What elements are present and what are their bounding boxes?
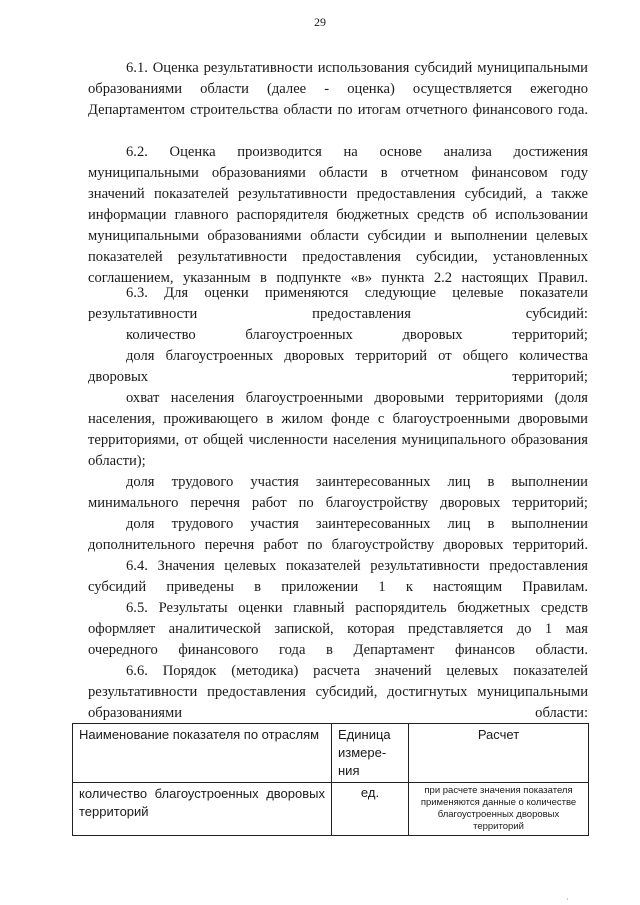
paragraph-6-6: 6.6. Порядок (методика) расчета значений целевых показателей результативности предоставления субсидий, достигнутых муниципальными образованиями области:: [88, 663, 588, 721]
row-unit: ед.: [332, 783, 409, 836]
paragraph-6-3: 6.3. Для оценки применяются следующие целевые показатели результативности предоставления субсидий:: [88, 285, 588, 322]
margin-mark: ·: [566, 895, 569, 904]
page-number: 29: [314, 15, 326, 29]
paragraph-6-5: 6.5. Результаты оценки главный распорядитель бюджетных средств оформляет аналитической запиской, которая представляется до 1 мая очередного финансового года в Департамент финансов области.: [88, 600, 588, 658]
table-row: [73, 783, 589, 836]
table-header-row: [73, 724, 589, 783]
paragraph-6-4: 6.4. Значения целевых показателей результативности предоставления субсидий приведены в приложении 1 к настоящим Правилам.: [88, 558, 588, 595]
row-calculation: при расчете значения показателя применяются данные о количестве благоустроенных дворовых территорий: [409, 783, 589, 836]
paragraph-6-1: 6.1. Оценка результативности использования субсидий муниципальными образованиями области (далее - оценка) осуществляется ежегодно Департаментом строительства области по итогам отчетного финансового года.: [88, 60, 588, 118]
header-indicator-name: Наименование показателя по отраслям: [73, 724, 332, 783]
header-unit: Единица измере-ния: [332, 724, 409, 783]
indicator-item-5: доля трудового участия заинтересованных лиц в выполнении дополнительного перечня работ по благоустройству дворовых территорий.: [88, 516, 588, 553]
paragraph-6-2: 6.2. Оценка производится на основе анализа достижения муниципальными образованиями области в отчетном финансовом году значений показателей результативности предоставления субсидий, а также информации главного распорядителя бюджетных средств об использовании муниципальными образованиями области субсидии и выполнении целевых показателей результативности предоставления субсидии, установленных соглашением, указанным в подпункте «в» пункта 2.2 настоящих Правил.: [88, 144, 588, 286]
row-indicator-name: количество благоустроенных дворовых территорий: [73, 783, 332, 836]
header-calculation: Расчет: [409, 724, 589, 783]
indicator-item-3: охват населения благоустроенными дворовыми территориями (доля населения, проживающего в жилом фонде с благоустроенными дворовыми территориями, от общей численности населения муниципального образования области);: [88, 390, 588, 469]
indicator-item-2: доля благоустроенных дворовых территорий от общего количества дворовых территорий;: [88, 348, 588, 385]
indicator-item-4: доля трудового участия заинтересованных лиц в выполнении минимального перечня работ по благоустройству дворовых территорий;: [88, 474, 588, 511]
indicator-calculation-table: [72, 723, 589, 836]
indicator-item-1: количество благоустроенных дворовых территорий;: [126, 327, 588, 343]
